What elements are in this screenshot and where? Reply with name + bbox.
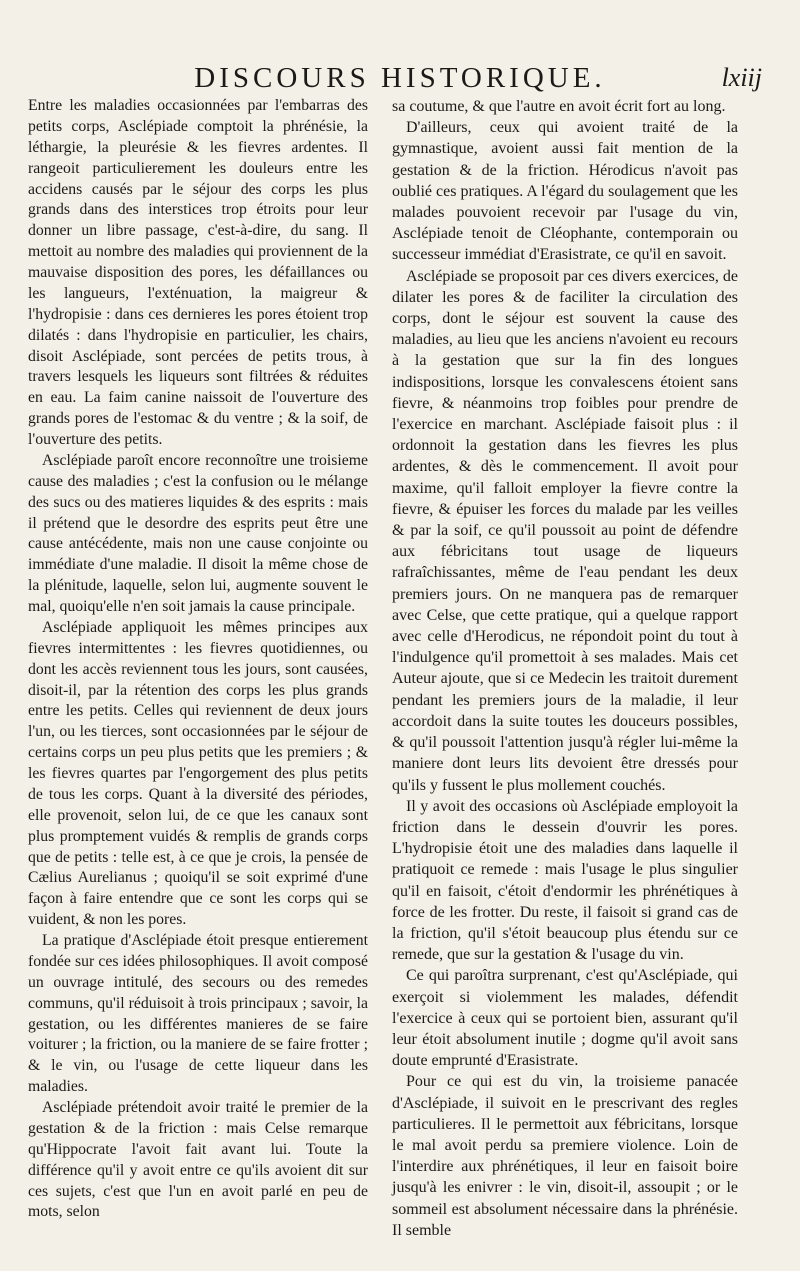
- paragraph: Il y avoit des occasions où Asclépiade employoit la friction dans le dessein d'ouvrir les pores. L'hydropisie étoit une des maladies dans laquelle il pratiquoit ce remede : mais l'usage le plus singulier qu'il en faisoit, c'étoit d'endormir les phrénétiques à force de les frotter. Du reste, il faisoit si grand cas de la friction, qu'il s'étoit beaucoup plus étendu sur ce remede, que sur la gestation & l'usage du vin.: [392, 797, 738, 964]
- right-column: [392, 96, 738, 1241]
- left-column: [28, 96, 368, 1223]
- paragraph: Asclépiade prétendoit avoir traité le premier de la gestation & de la friction : mais Celse remarque qu'Hippocrate l'avoit fait avant lui. Toute la différence qu'il y avoit entre ce qu'ils avoient dit sur ces sujets, c'est que l'un en avoit parlé en peu de mots, selon: [28, 1099, 368, 1221]
- paragraph: La pratique d'Asclépiade étoit presque entierement fondée sur ces idées philosophiques. Il avoit composé un ouvrage intitulé, des secours ou des remedes communs, qu'il réduisoit à trois principaux ; savoir, la gestation, ou les différentes manieres de se faire voiturer ; la friction, ou la maniere de se faire frotter ; & le vin, ou l'usage de cette liqueur dans les maladies.: [28, 932, 368, 1096]
- paragraph: sa coutume, & que l'autre en avoit écrit fort au long.: [392, 98, 726, 115]
- paragraph: Asclépiade paroît encore reconnoître une troisieme cause des maladies ; c'est la confusion ou le mélange des sucs ou des matieres liquides & des esprits : mais il prétend que le desordre des esprits peut être une cause antécédente, mais non une cause conjointe ou immédiate d'une maladie. Il disoit la même chose de la plénitude, laquelle, selon lui, augmente souvent le mal, quoiqu'elle n'en soit jamais la cause principale.: [28, 451, 368, 615]
- paragraph: Entre les maladies occasionnées par l'embarras des petits corps, Asclépiade comptoit la phrénésie, la léthargie, la pleurésie & les fievres ardentes. Il rangeoit particulierement les douleurs entre les accidens causés par le séjour des corps les plus grands dans des interstices trop étroits pour leur donner un libre passage, c'est-à-dire, du sang. Il mettoit au nombre des maladies qui proviennent de la mauvaise disposition des pores, les défaillances ou les langueurs, l'exténuation, la maigreur & l'hydropisie : dans ces dernieres les pores étoient trop dilatés : dans l'hydropisie en particulier, les chairs, disoit Asclépiade, sont percées de petits trous, à travers lesquels les liqueurs sont filtrées & réduites en eau. La faim canine naissoit de l'ouverture des grands pores de l'estomac & du ventre ; & la soif, de l'ouverture des petits.: [28, 97, 368, 448]
- paragraph: Pour ce qui est du vin, la troisieme panacée d'Asclépiade, il suivoit en le prescrivant des regles particulieres. Il le permettoit aux fébricitans, lorsque le mal avoit perdu sa premiere violence. Loin de l'interdire aux phrénétiques, il leur en faisoit boire jusqu'à les enivrer : le vin, disoit-il, assoupit ; or le sommeil est absolument nécessaire dans la phrénésie. Il semble: [392, 1073, 738, 1239]
- page-number: lxiij: [721, 63, 762, 92]
- running-title: DISCOURS HISTORIQUE.: [194, 62, 606, 94]
- paragraph: Asclépiade appliquoit les mêmes principes aux fievres intermittentes : les fievres quotidiennes, ou dont les accès reviennent tous les jours, sont causées, disoit-il, par la rétention des corps les plus grands entre les petits. Celles qui reviennent de deux jours l'un, ou les tierces, sont occasionnées par le séjour de certains corps un peu plus petits que les premiers ; & les fievres quartes par l'engorgement des plus petits de tous les corps. Quant à la diversité des périodes, elle provenoit, selon lui, de ce que les canaux sont plus promptement vuidés & remplis de grands corps que de petits : telle est, à ce que je crois, la pensée de Cælius Aurelianus ; quoiqu'il se soit exprimé d'une façon à faire entendre que ce sont les corps qui se vuident, & non les pores.: [28, 618, 368, 929]
- paragraph: D'ailleurs, ceux qui avoient traité de la gymnastique, avoient aussi fait mention de la gestation & de la friction. Hérodicus n'avoit pas oublié ces pratiques. A l'égard du soulagement que les malades pouvoient recevoir par l'usage du vin, Asclépiade tenoit de Cléophante, contemporain ou successeur immédiat d'Erasistrate, ce qu'il en savoit.: [392, 119, 738, 264]
- paragraph: Asclépiade se proposoit par ces divers exercices, de dilater les pores & de faciliter la circulation des corps, dont le séjour est souvent la cause des maladies, au lieu que les anciens n'avoient eu recours à la gestation que sur la fin des longues indispositions, lorsque les convalescens étoient sans fievre, & néanmoins trop foibles pour prendre de l'exercice en marchant. Asclépiade faisoit plus : il ordonnoit la gestation dans les fievres les plus ardentes, & dès le commencement. Il avoit pour maxime, qu'il falloit employer la fievre contre la fievre, & épuiser les forces du malade par les veilles & par la soif, ce qu'il poussoit au point de défendre aux fébricitans tout usage de liqueurs rafraîchissantes, même de l'eau pendant les deux premiers jours. On ne manquera pas de remarquer avec Celse, que cette pratique, qui a quelque rapport avec celle d'Herodicus, ne répondoit point du tout à l'indulgence qu'il promettoit à ses malades. Mais cet Auteur ajoute, que si ce Medecin les traitoit durement pendant les premiers jours de la maladie, il leur accordoit dans la suite toutes les douceurs possibles, & qu'il poussoit l'attention jusqu'à régler lui-même la maniere dont leurs lits devoient être dressés pour qu'ils y fussent le plus mollement couchés.: [392, 267, 738, 794]
- page-header: [30, 60, 770, 96]
- paragraph: Ce qui paroîtra surprenant, c'est qu'Asclépiade, qui exerçoit si violemment les malades, défendit l'exercice à ceux qui se portoient bien, assurant qu'il leur étoit absolument inutile ; dogme qu'il avoit sans doute emprunté d'Erasistrate.: [392, 967, 738, 1070]
